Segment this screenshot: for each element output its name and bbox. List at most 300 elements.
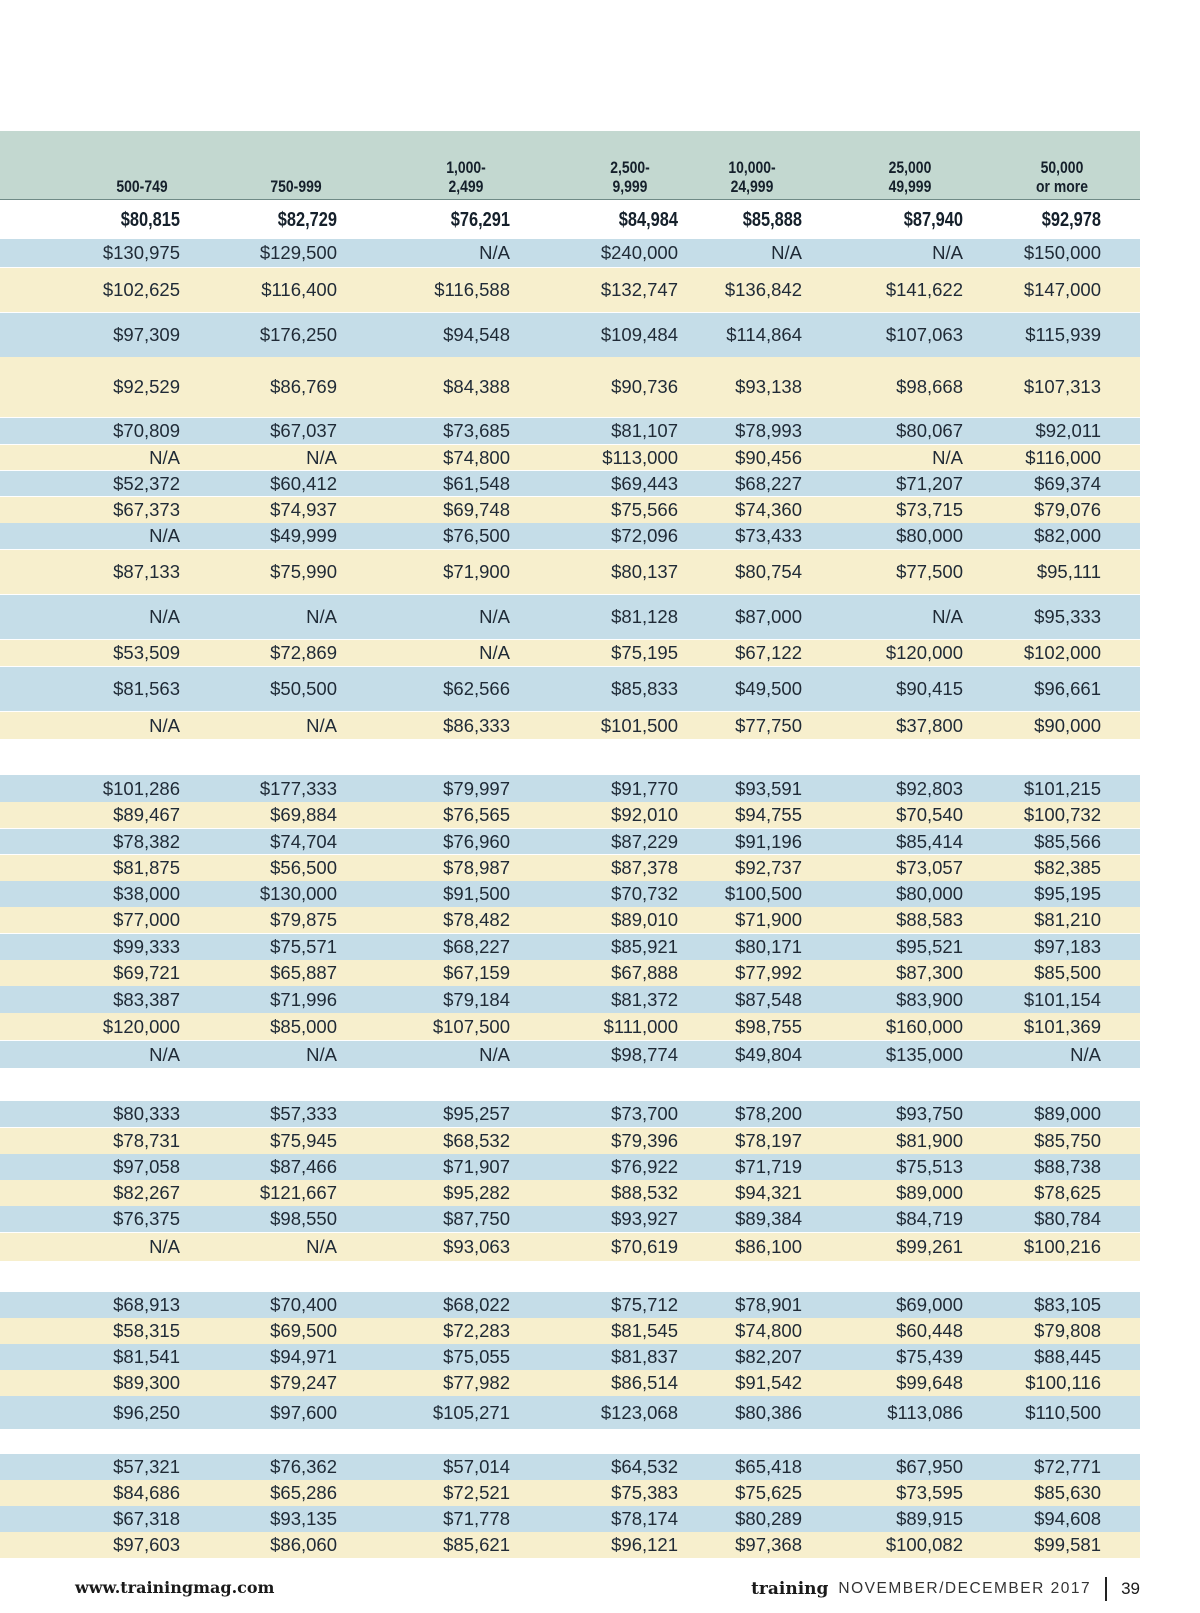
table-cell: $100,082	[885, 1534, 963, 1555]
table-cell: $93,927	[611, 1208, 678, 1229]
table-cell: $68,227	[443, 936, 510, 957]
table-cell: $71,996	[270, 988, 337, 1010]
table-cell: $116,588	[434, 279, 510, 300]
footer-url[interactable]: www.trainingmag.com	[75, 1578, 275, 1597]
table-cell: $79,184	[443, 988, 510, 1010]
table-cell: $76,565	[443, 804, 510, 825]
table-cell: $78,382	[113, 830, 180, 852]
table-cell: $95,333	[1034, 606, 1101, 627]
table-cell: $80,067	[896, 420, 963, 441]
table-cell: $37,800	[896, 714, 963, 736]
table-row	[0, 1206, 1140, 1232]
table-cell: $75,513	[896, 1156, 963, 1177]
table-cell: $81,128	[611, 606, 678, 627]
table-cell: $97,368	[735, 1534, 802, 1555]
table-row	[0, 313, 1140, 357]
table-cell: $77,750	[735, 714, 802, 736]
footer-issue: NOVEMBER/DECEMBER 2017	[838, 1580, 1092, 1597]
table-row	[0, 1344, 1140, 1370]
table-cell: $97,603	[113, 1534, 180, 1555]
table-cell: $86,514	[611, 1372, 678, 1393]
table-cell: $101,286	[102, 777, 180, 799]
table-cell: $75,945	[270, 1130, 337, 1151]
table-cell: $83,900	[896, 988, 963, 1010]
table-cell: $72,521	[443, 1482, 510, 1503]
table-cell: $75,990	[270, 561, 337, 582]
table-cell: $176,250	[259, 324, 337, 345]
table-cell: $105,271	[432, 1401, 510, 1423]
table-cell: $102,000	[1023, 642, 1101, 663]
table-cell: $77,000	[113, 909, 180, 930]
table-cell: $116,000	[1025, 446, 1101, 468]
table-cell: $177,333	[259, 777, 337, 799]
table-row	[0, 802, 1140, 828]
table-cell: $65,887	[270, 962, 337, 983]
table-cell: $98,550	[270, 1208, 337, 1229]
table-cell: $85,000	[270, 1015, 337, 1037]
table-cell: $115,939	[1025, 324, 1101, 345]
table-cell: $94,548	[443, 324, 510, 345]
table-cell: $57,333	[270, 1103, 337, 1124]
table-cell: $67,318	[113, 1508, 180, 1529]
table-cell: N/A	[479, 606, 510, 627]
table-cell: $85,414	[896, 830, 963, 852]
table-cell: $76,362	[270, 1456, 337, 1477]
table-cell: $76,375	[113, 1208, 180, 1229]
column-header	[853, 158, 968, 196]
table-cell: $97,183	[1034, 936, 1101, 957]
table-cell: $68,532	[443, 1130, 510, 1151]
table-cell: $76,922	[611, 1156, 678, 1177]
table-cell: $70,732	[611, 883, 678, 904]
table-cell: $147,000	[1023, 279, 1101, 300]
table-row	[0, 1318, 1140, 1344]
table-cell: $92,010	[611, 804, 678, 825]
table-row	[0, 1128, 1140, 1154]
table-cell: $78,993	[735, 420, 802, 441]
table-cell: $95,257	[443, 1103, 510, 1124]
table-cell: $87,548	[735, 988, 802, 1010]
table-row	[0, 855, 1140, 881]
table-cell: $53,509	[113, 642, 180, 663]
table-cell: $74,800	[443, 446, 510, 468]
table-cell: $79,247	[270, 1372, 337, 1393]
table-cell: $85,833	[611, 678, 678, 699]
table-cell: $85,621	[443, 1534, 510, 1555]
table-cell: $72,869	[270, 642, 337, 663]
table-cell: N/A	[932, 606, 963, 627]
table-cell: N/A	[479, 642, 510, 663]
table-cell: $93,591	[735, 777, 802, 799]
table-cell: N/A	[479, 242, 510, 263]
table-cell: $94,608	[1034, 1508, 1101, 1529]
table-row	[0, 1233, 1140, 1261]
table-cell: $89,300	[113, 1372, 180, 1393]
table-cell: $79,076	[1034, 499, 1101, 520]
table-cell: $89,384	[735, 1208, 802, 1229]
table-cell: $101,500	[600, 714, 678, 736]
table-cell: $91,196	[735, 830, 802, 852]
table-cell: $76,960	[443, 830, 510, 852]
table-cell: $70,540	[896, 804, 963, 825]
table-cell: $88,532	[611, 1182, 678, 1203]
table-cell: $78,197	[735, 1130, 802, 1151]
table-row	[0, 523, 1140, 549]
table-cell: $57,321	[113, 1456, 180, 1477]
table-cell: $38,000	[113, 883, 180, 904]
column-header-line: 10,000-	[728, 158, 776, 177]
table-cell: N/A	[306, 1043, 337, 1065]
table-cell: $70,809	[113, 420, 180, 441]
table-cell: $64,532	[611, 1456, 678, 1477]
table-cell: $67,159	[443, 962, 510, 983]
table-cell: $68,022	[443, 1294, 510, 1315]
table-row	[0, 960, 1140, 986]
table-cell: $89,915	[896, 1508, 963, 1529]
table-cell: $75,055	[443, 1346, 510, 1367]
table-cell: $80,784	[1034, 1208, 1101, 1229]
table-cell: $71,900	[443, 561, 510, 582]
table-row	[0, 595, 1140, 639]
table-row	[0, 640, 1140, 666]
table-row	[0, 1041, 1140, 1068]
table-row	[0, 1454, 1140, 1480]
table-cell: $91,770	[611, 777, 678, 799]
table-row	[0, 1180, 1140, 1206]
column-header-line: 500-749	[116, 177, 168, 196]
table-cell: $95,195	[1034, 883, 1101, 904]
table-cell: $85,566	[1034, 830, 1101, 852]
table-cell: $61,548	[443, 472, 510, 494]
table-cell: $94,755	[735, 804, 802, 825]
column-header-line: 24,999	[730, 177, 774, 196]
table-cell: $83,387	[113, 988, 180, 1010]
table-cell: $56,500	[270, 857, 337, 878]
table-cell: $87,300	[896, 962, 963, 983]
table-cell: $81,875	[113, 857, 180, 878]
table-cell: $135,000	[885, 1043, 963, 1065]
average-cell: $92,978	[1041, 209, 1101, 231]
table-cell: $81,900	[896, 1130, 963, 1151]
table-cell: $87,466	[270, 1156, 337, 1177]
table-cell: $86,100	[735, 1236, 802, 1257]
table-cell: N/A	[149, 446, 180, 468]
table-cell: $74,800	[735, 1320, 802, 1341]
table-cell: $74,360	[735, 499, 802, 520]
table-cell: $72,283	[443, 1320, 510, 1341]
table-cell: $75,439	[896, 1346, 963, 1367]
column-header	[409, 158, 524, 196]
table-cell: $113,086	[887, 1401, 963, 1423]
table-cell: $58,315	[113, 1320, 180, 1341]
table-cell: N/A	[932, 242, 963, 263]
table-row	[0, 1101, 1140, 1127]
table-cell: $116,400	[261, 279, 337, 300]
table-row	[0, 986, 1140, 1013]
table-cell: $80,386	[735, 1401, 802, 1423]
table-cell: $73,700	[611, 1103, 678, 1124]
table-cell: N/A	[149, 606, 180, 627]
table-row	[0, 934, 1140, 960]
table-cell: $85,500	[1034, 962, 1101, 983]
table-cell: $111,000	[603, 1015, 678, 1037]
table-row	[0, 667, 1140, 711]
table-cell: $93,135	[270, 1508, 337, 1529]
table-cell: $84,719	[896, 1208, 963, 1229]
table-row	[0, 907, 1140, 933]
table-cell: $72,096	[611, 525, 678, 546]
table-cell: $78,731	[113, 1130, 180, 1151]
table-cell: $81,107	[611, 420, 678, 441]
table-cell: $73,685	[443, 420, 510, 441]
table-cell: $76,500	[443, 525, 510, 546]
average-cell: $82,729	[277, 209, 337, 231]
table-cell: $120,000	[885, 642, 963, 663]
table-cell: $107,063	[885, 324, 963, 345]
table-cell: $78,200	[735, 1103, 802, 1124]
table-cell: $74,704	[270, 830, 337, 852]
table-cell: $80,333	[113, 1103, 180, 1124]
table-cell: $150,000	[1023, 242, 1101, 263]
table-cell: $97,058	[113, 1156, 180, 1177]
table-cell: $90,736	[611, 376, 678, 397]
average-cell: $87,940	[903, 209, 963, 231]
table-cell: $80,000	[896, 525, 963, 546]
table-cell: $81,545	[611, 1320, 678, 1341]
table-cell: $136,842	[724, 279, 802, 300]
table-cell: $96,250	[113, 1401, 180, 1423]
table-cell: $87,378	[611, 857, 678, 878]
table-row	[0, 497, 1140, 523]
column-header-line: 2,499	[448, 177, 484, 196]
average-cell: $85,888	[742, 209, 802, 231]
table-cell: $60,448	[896, 1320, 963, 1341]
average-cell: $84,984	[618, 209, 678, 231]
table-cell: $100,732	[1023, 804, 1101, 825]
table-cell: $82,207	[735, 1346, 802, 1367]
table-cell: $93,750	[896, 1103, 963, 1124]
table-cell: $98,755	[735, 1015, 802, 1037]
table-cell: $101,215	[1023, 777, 1101, 799]
table-cell: $113,000	[602, 446, 678, 468]
table-header	[0, 131, 1140, 200]
table-cell: $75,383	[611, 1482, 678, 1503]
table-cell: $71,907	[443, 1156, 510, 1177]
table-cell: $86,333	[443, 714, 510, 736]
table-cell: $52,372	[113, 472, 180, 494]
table-cell: $107,500	[432, 1015, 510, 1037]
table-cell: $50,500	[270, 678, 337, 699]
table-cell: $81,563	[113, 678, 180, 699]
table-cell: $92,011	[1035, 420, 1101, 441]
column-header-line: 2,500-	[610, 158, 650, 177]
table-cell: $88,738	[1034, 1156, 1101, 1177]
table-cell: $99,581	[1034, 1534, 1101, 1555]
table-cell: $60,412	[270, 472, 337, 494]
table-cell: $99,261	[896, 1236, 963, 1257]
column-header-line: or more	[1036, 177, 1088, 196]
table-cell: $81,541	[113, 1346, 180, 1367]
table-cell: $77,982	[443, 1372, 510, 1393]
table-cell: $84,686	[113, 1482, 180, 1503]
table-row	[0, 550, 1140, 594]
table-row	[0, 471, 1140, 496]
table-cell: $89,010	[611, 909, 678, 930]
average-cell: $76,291	[450, 209, 510, 231]
table-cell: $78,901	[735, 1294, 802, 1315]
table-cell: $96,661	[1034, 678, 1101, 699]
table-cell: $80,137	[611, 561, 678, 582]
table-cell: $69,443	[611, 472, 678, 494]
table-cell: $82,385	[1034, 857, 1101, 878]
table-cell: $88,445	[1034, 1346, 1101, 1367]
table-cell: $81,837	[611, 1346, 678, 1367]
table-cell: $86,769	[270, 376, 337, 397]
table-cell: $71,207	[896, 472, 963, 494]
table-row	[0, 445, 1140, 470]
table-cell: $73,595	[896, 1482, 963, 1503]
column-header	[695, 158, 810, 196]
table-cell: $75,566	[611, 499, 678, 520]
table-cell: $78,987	[443, 857, 510, 878]
table-cell: $98,774	[611, 1043, 678, 1065]
table-cell: N/A	[149, 525, 180, 546]
table-row	[0, 1370, 1140, 1396]
table-cell: $69,000	[896, 1294, 963, 1315]
table-cell: $70,400	[270, 1294, 337, 1315]
table-cell: $100,216	[1023, 1236, 1101, 1257]
table-cell: $67,122	[735, 642, 802, 663]
table-row	[0, 1396, 1140, 1429]
table-cell: $99,648	[896, 1372, 963, 1393]
table-cell: $87,229	[611, 830, 678, 852]
table-cell: $49,999	[270, 525, 337, 546]
table-cell: $240,000	[600, 242, 678, 263]
table-row	[0, 357, 1140, 417]
table-cell: $79,875	[270, 909, 337, 930]
table-cell: $107,313	[1023, 376, 1101, 397]
table-cell: $86,060	[270, 1534, 337, 1555]
table-row	[0, 1506, 1140, 1532]
table-cell: $95,111	[1036, 561, 1101, 582]
table-row	[0, 1532, 1140, 1558]
table-row	[0, 1013, 1140, 1040]
table-cell: $101,369	[1023, 1015, 1101, 1037]
table-row	[0, 1154, 1140, 1180]
table-cell: $74,937	[270, 499, 337, 520]
column-header	[85, 177, 200, 196]
table-cell: $96,121	[611, 1534, 678, 1555]
table-cell: $84,388	[443, 376, 510, 397]
table-cell: $69,748	[443, 499, 510, 520]
table-cell: $78,174	[611, 1508, 678, 1529]
column-header	[573, 158, 688, 196]
table-cell: $97,600	[270, 1401, 337, 1423]
table-row	[0, 239, 1140, 267]
table-cell: $79,396	[611, 1130, 678, 1151]
table-cell: $79,997	[443, 777, 510, 799]
column-header-line: 25,000	[888, 158, 932, 177]
table-cell: $69,884	[270, 804, 337, 825]
table-cell: $72,771	[1034, 1456, 1101, 1477]
table-cell: $75,571	[270, 936, 337, 957]
table-cell: $132,747	[600, 279, 678, 300]
table-cell: $82,000	[1034, 525, 1101, 546]
table-cell: N/A	[306, 606, 337, 627]
table-row	[0, 1292, 1140, 1318]
table-cell: $75,625	[735, 1482, 802, 1503]
table-cell: $89,467	[113, 804, 180, 825]
table-cell: N/A	[306, 1236, 337, 1257]
table-cell: $71,900	[735, 909, 802, 930]
table-cell: $87,000	[735, 606, 802, 627]
table-cell: $78,625	[1034, 1182, 1101, 1203]
table-cell: $75,712	[611, 1294, 678, 1315]
table-cell: $95,521	[896, 936, 963, 957]
table-cell: $69,500	[270, 1320, 337, 1341]
table-cell: $88,583	[896, 909, 963, 930]
table-cell: $67,950	[896, 1456, 963, 1477]
table-cell: $57,014	[443, 1456, 510, 1477]
table-cell: N/A	[149, 1043, 180, 1065]
table-cell: $100,500	[724, 883, 802, 904]
footer-brand: training	[751, 1579, 829, 1599]
table-cell: $110,500	[1025, 1401, 1101, 1423]
column-header-line: 750-999	[270, 177, 322, 196]
page-number: 39	[1121, 1579, 1140, 1598]
column-header-line: 1,000-	[446, 158, 486, 177]
table-row	[0, 829, 1140, 854]
table-cell: $114,864	[726, 324, 802, 345]
table-cell: $102,625	[102, 279, 180, 300]
table-cell: $80,000	[896, 883, 963, 904]
table-cell: $73,057	[896, 857, 963, 878]
table-cell: $81,372	[611, 988, 678, 1010]
table-cell: $90,000	[1034, 714, 1101, 736]
table-cell: $73,433	[735, 525, 802, 546]
table-cell: $101,154	[1023, 988, 1101, 1010]
table-cell: $80,289	[735, 1508, 802, 1529]
table-cell: N/A	[149, 1236, 180, 1257]
table-cell: $160,000	[885, 1015, 963, 1037]
column-header-line: 9,999	[612, 177, 648, 196]
column-header	[239, 177, 354, 196]
table-cell: $68,227	[735, 472, 802, 494]
table-cell: $73,715	[896, 499, 963, 520]
footer-divider	[1105, 1577, 1107, 1601]
table-cell: $77,500	[896, 561, 963, 582]
table-cell: $98,668	[896, 376, 963, 397]
table-cell: N/A	[306, 446, 337, 468]
table-row	[0, 1480, 1140, 1506]
table-cell: $77,992	[735, 962, 802, 983]
table-cell: N/A	[306, 714, 337, 736]
table-cell: $129,500	[259, 242, 337, 263]
table-cell: $67,373	[113, 499, 180, 520]
average-salary-row	[0, 200, 1140, 238]
table-cell: $85,630	[1034, 1482, 1101, 1503]
table-cell: $49,804	[735, 1043, 802, 1065]
table-cell: $79,808	[1034, 1320, 1101, 1341]
table-cell: N/A	[479, 1043, 510, 1065]
table-cell: $92,529	[113, 376, 180, 397]
column-header-line: 50,000	[1040, 158, 1084, 177]
table-row	[0, 881, 1140, 907]
table-cell: $69,374	[1034, 472, 1101, 494]
table-cell: $49,500	[735, 678, 802, 699]
table-cell: $85,750	[1034, 1130, 1101, 1151]
table-cell: $99,333	[113, 936, 180, 957]
